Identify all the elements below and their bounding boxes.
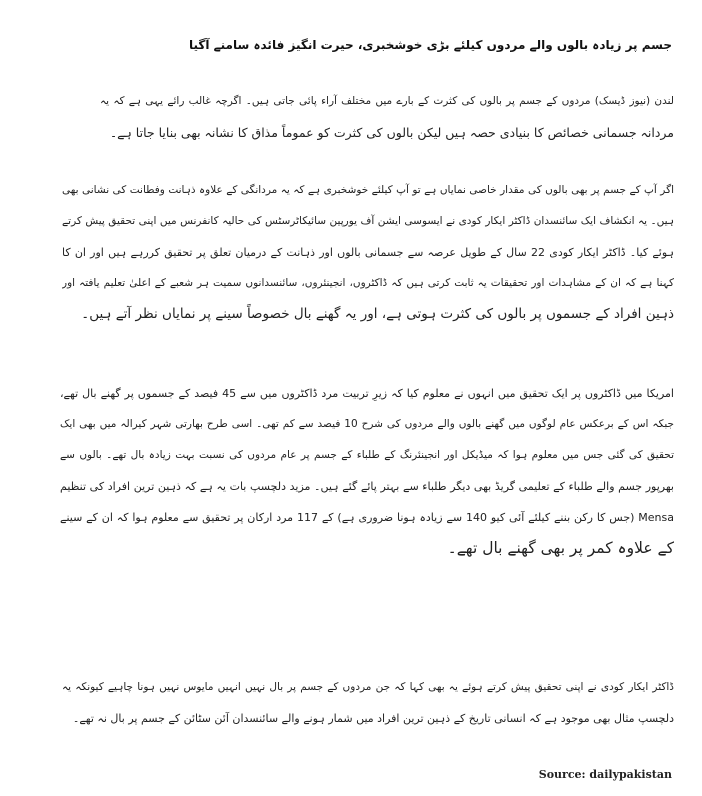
paragraph-line: ہیں۔ یہ انکشاف ایک سائنسدان ڈاکٹر ایکار کودی نے ایسوسی ایشن آف یورپین سائیکاٹرسٹس کی حالیہ کانفرنس میں اپنی تحقیق پیش کرتے (62, 215, 674, 227)
paragraph-line: ڈاکٹر ایکار کودی نے اپنی تحقیق پیش کرتے ہوئے یہ بھی کہا کہ جن مردوں کے جسم پر بال نہیں انہیں مایوس نہیں ہونا چاہیے کیونکہ یہ (62, 681, 674, 693)
article-paragraph-4 (62, 672, 674, 734)
article-source: Source: dailypakistan (538, 768, 672, 781)
paragraph-line: جبکہ اس کے برعکس عام لوگوں میں گھنے بالوں والے مردوں کی شرح 10 فیصد سے کم تھی۔ اسی طرح بھارتی شہر کیرالہ میں بھی ایک (60, 418, 674, 430)
paragraph-line: اگر آپ کے جسم پر بھی بالوں کی مقدار خاصی نمایاں ہے تو آپ کیلئے خوشخبری ہے کہ یہ مردانگی کے علاوہ ذہانت وفطانت کی نشانی بھی (62, 184, 674, 196)
article-headline: جسم پر زیادہ بالوں والے مردوں کیلئے بڑی خوشخبری، حیرت انگیز فائدہ سامنے آگیا (188, 38, 672, 53)
paragraph-line: ذہین افراد کے جسموں پر بالوں کی کثرت ہوتی ہے، اور یہ گھنے بال خصوصاً سینے پر نمایاں نظر آتے ہیں۔ (81, 306, 674, 322)
article-paragraph-3 (60, 378, 674, 564)
paragraph-line: مردانہ جسمانی خصائص کا بنیادی حصہ ہیں لیکن بالوں کی کثرت کو عموماً مذاق کا نشانہ بھی بنایا جاتا ہے۔ (109, 125, 674, 140)
paragraph-line: امریکا میں ڈاکٹروں پر ایک تحقیق میں انہوں نے معلوم کیا کہ زیرِ تربیت مرد ڈاکٹروں میں سے 45 فیصد کے جسموں پر گھنے بال تھے، (60, 387, 674, 400)
paragraph-line: بھرپور جسم والے طلباء کے تعلیمی گریڈ بھی دیگر طلباء سے بہتر پائے گئے ہیں۔ مزید دلچسپ بات یہ ہے کہ ذہین ترین افراد کی تنظیم (60, 480, 674, 493)
paragraph-line: دلچسپ مثال بھی موجود ہے کہ انسانی تاریخ کے ذہین ترین افراد میں شمار ہونے والے سائنسدان آئن سٹائن کے جسم پر بال نہ تھے۔ (72, 712, 674, 725)
article-paragraph-2 (62, 175, 674, 330)
paragraph-line: لندن (نیوز ڈیسک) مردوں کے جسم پر بالوں کی کثرت کے بارے میں مختلف آراء پائی جاتی ہیں۔ اگرچہ غالب رائے یہی ہے کہ یہ (100, 95, 674, 107)
paragraph-line: کے علاوہ کمر پر بھی گھنے بال تھے۔ (447, 539, 674, 557)
article-paragraph-1 (100, 86, 674, 148)
paragraph-line: Mensa (جس کا رکن بننے کیلئے آئی کیو 140 سے زیادہ ہونا ضروری ہے) کے 117 مرد ارکان پر تحقیق سے معلوم ہوا کہ ان کے سینے (60, 511, 674, 524)
paragraph-line: تحقیق کی گئی جس میں معلوم ہوا کہ میڈیکل اور انجینئرنگ کے طلباء کے جسم پر عام مردوں کی نسبت بہت زیادہ بال تھے۔ بالوں سے (60, 449, 674, 461)
paragraph-line: ہوئے کیا۔ ڈاکٹر ایکار کودی 22 سال کے طویل عرصہ سے جسمانی بالوں اور ذہانت کے درمیان تعلق پر تحقیق کررہے ہیں اور ان کا (62, 246, 674, 259)
paragraph-line: کہنا ہے کہ ان کے مشاہدات اور تحقیقات یہ ثابت کرتی ہیں کہ ڈاکٹروں، انجینئروں، سائنسدانوں سمیت ہر شعبے کے اعلیٰ تعلیم یافتہ اور (62, 277, 674, 289)
